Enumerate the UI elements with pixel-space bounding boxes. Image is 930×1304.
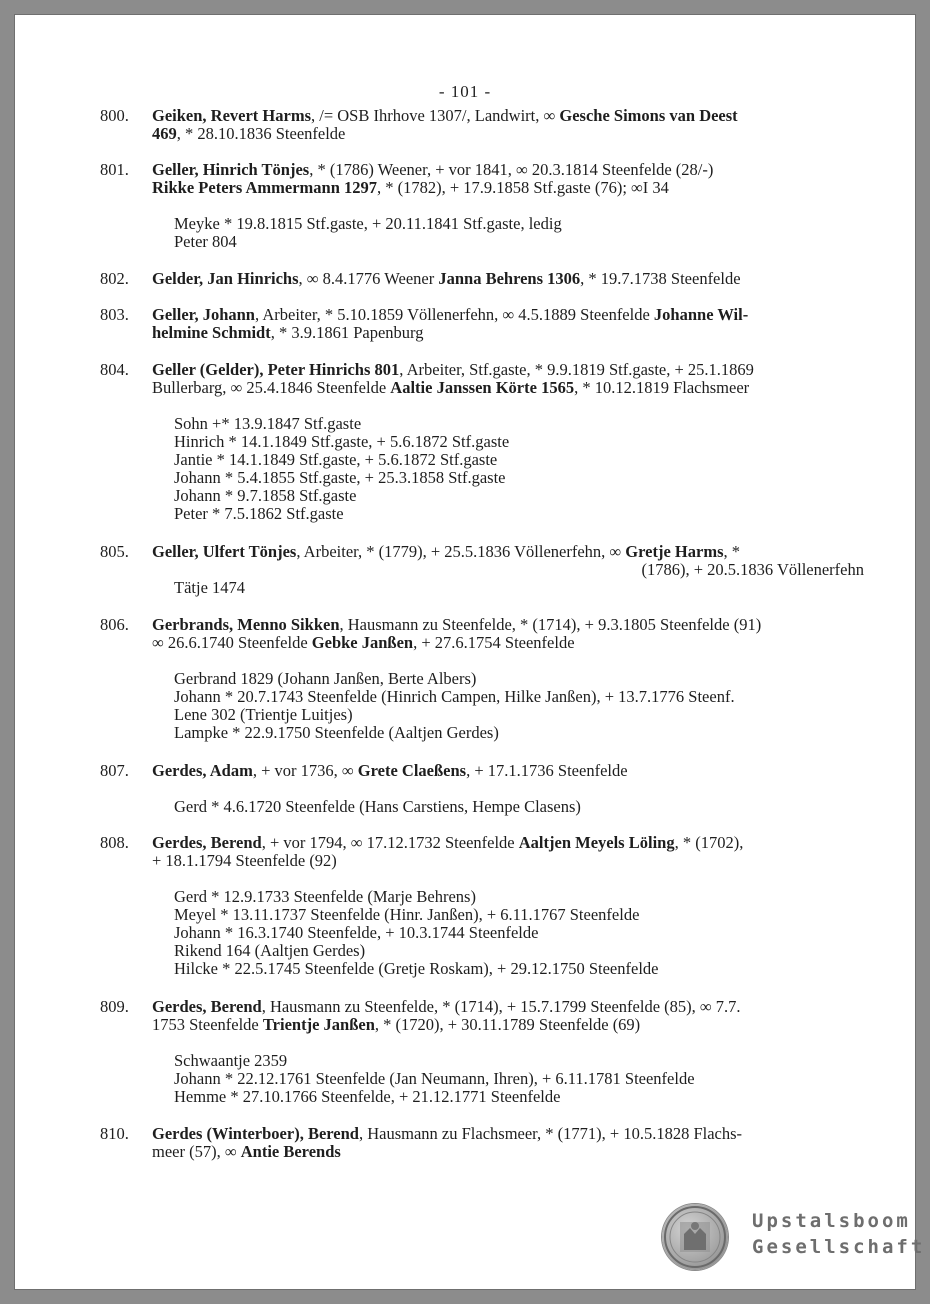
entry-text: + 18.1.1794 Steenfelde (92) (152, 851, 337, 870)
entry-line (152, 1143, 864, 1161)
entry-text: , * (723, 542, 740, 561)
child-entry: Hinrich * 14.1.1849 Stf.gaste, + 5.6.1872 Stf.gaste (174, 432, 510, 451)
children-list (152, 415, 864, 523)
bold-name-text: Gelder, Jan Hinrichs (152, 269, 299, 288)
child-entry: Johann * 16.3.1740 Steenfelde, + 10.3.1744 Steenfelde (174, 923, 539, 942)
entry-line (152, 616, 864, 634)
entry-body (152, 107, 864, 143)
bold-name-text: Geiken, Revert Harms (152, 106, 311, 125)
bold-name-text: Geller, Johann (152, 305, 255, 324)
entry-text: , + 27.6.1754 Steenfelde (413, 633, 575, 652)
entry-text: , Arbeiter, Stf.gaste, * 9.9.1819 Stf.gaste, + 25.1.1869 (399, 360, 754, 379)
entry-line (152, 361, 864, 379)
entry-text: , * 3.9.1861 Papenburg (270, 323, 424, 342)
entry-text: , * 28.10.1836 Steenfelde (176, 124, 346, 143)
entry-body (152, 306, 864, 342)
entry-number: 810. (100, 1124, 129, 1143)
child-entry: Lene 302 (Trientje Luitjes) (174, 705, 353, 724)
child-entry: Lampke * 22.9.1750 Steenfelde (Aaltjen Gerdes) (174, 723, 499, 742)
child-entry: Hilcke * 22.5.1745 Steenfelde (Gretje Roskam), + 29.12.1750 Steenfelde (174, 959, 659, 978)
child-entry: Peter 804 (174, 232, 237, 251)
bold-name-text: Gebke Janßen (311, 633, 414, 652)
page-number: - 101 - (438, 82, 492, 101)
entry-line (152, 762, 864, 780)
entry-text: , * 10.12.1819 Flachsmeer (574, 378, 750, 397)
entry-line (152, 543, 864, 561)
entry-text: , ∞ 8.4.1776 Weener (298, 269, 439, 288)
seal-logo-icon (662, 1204, 728, 1270)
bold-name-text: Gerdes, Adam (152, 761, 253, 780)
entry-line (152, 270, 864, 288)
child-entry: Johann * 5.4.1855 Stf.gaste, + 25.3.1858 Stf.gaste (174, 468, 506, 487)
bold-name-text: Johanne Wil- (653, 305, 749, 324)
bold-name-text: Rikke Peters Ammermann 1297 (152, 178, 378, 197)
entry-number: 805. (100, 542, 129, 561)
entry-number: 806. (100, 615, 129, 634)
child-entry: Peter * 7.5.1862 Stf.gaste (174, 504, 344, 523)
entry-number: 801. (100, 160, 129, 179)
entry-body (152, 762, 864, 816)
entry-text: ∞ 26.6.1740 Steenfelde (152, 633, 312, 652)
child-entry: Johann * 22.12.1761 Steenfelde (Jan Neumann, Ihren), + 6.11.1781 Steenfelde (174, 1069, 695, 1088)
society-stamp (662, 1204, 926, 1274)
bold-name-text: Antie Berends (240, 1142, 341, 1161)
entry-text: , Arbeiter, * (1779), + 25.5.1836 Völlenerfehn, ∞ (296, 542, 626, 561)
entry-line (152, 998, 864, 1016)
entry-text: 1753 Steenfelde (152, 1015, 263, 1034)
entry-body (152, 270, 864, 288)
entry-text: meer (57), ∞ (152, 1142, 241, 1161)
entry-number: 809. (100, 997, 129, 1016)
entry-number: 808. (100, 833, 129, 852)
society-name (752, 1208, 925, 1260)
entry-line (152, 634, 864, 652)
bold-name-text: Aaltjen Meyels Löling (518, 833, 675, 852)
entry-text: , Arbeiter, * 5.10.1859 Völlenerfehn, ∞ 4.5.1889 Steenfelde (255, 305, 654, 324)
bold-name-text: Geller, Hinrich Tönjes (152, 160, 310, 179)
entry-line (152, 834, 864, 852)
entry-line (152, 1125, 864, 1143)
bold-name-text: Aaltie Janssen Körte 1565 (390, 378, 575, 397)
entry-body (152, 543, 864, 597)
entry-text: Bullerbarg, ∞ 25.4.1846 Steenfelde (152, 378, 391, 397)
child-entry: Rikend 164 (Aaltjen Gerdes) (174, 941, 366, 960)
entry-text: , * 19.7.1738 Steenfelde (580, 269, 741, 288)
society-name-line: Gesellschaft (752, 1236, 926, 1258)
entry-number: 807. (100, 761, 129, 780)
children-list (152, 670, 864, 742)
bold-name-text: Geller, Ulfert Tönjes (152, 542, 297, 561)
entry-number: 804. (100, 360, 129, 379)
child-entry: Gerd * 12.9.1733 Steenfelde (Marje Behrens) (174, 887, 476, 906)
entry-body (152, 361, 864, 523)
bold-name-text: Geller (Gelder), Peter Hinrichs 801 (152, 360, 400, 379)
child-entry: Gerbrand 1829 (Johann Janßen, Berte Albers) (174, 669, 477, 688)
document-page (14, 14, 926, 1290)
entry-text: , * (1782), + 17.9.1858 Stf.gaste (76); ∞I 34 (377, 178, 669, 197)
entry-line (152, 125, 864, 143)
bold-name-text: Gerdes (Winterboer), Berend (152, 1124, 359, 1143)
entry-text: , + vor 1736, ∞ (252, 761, 358, 780)
children-list (152, 798, 864, 816)
entry-text: , Hausmann zu Steenfelde, * (1714), + 9.3.1805 Steenfelde (91) (339, 615, 762, 634)
entry-text: , /= OSB Ihrhove 1307/, Landwirt, ∞ (311, 106, 560, 125)
bold-name-text: Gerbrands, Menno Sikken (152, 615, 340, 634)
child-entry: Gerd * 4.6.1720 Steenfelde (Hans Carstiens, Hempe Clasens) (174, 797, 581, 816)
bold-name-text: Grete Claeßens (357, 761, 467, 780)
entry-text: , Hausmann zu Flachsmeer, * (1771), + 10.5.1828 Flachs- (358, 1124, 743, 1143)
entry-body (152, 161, 864, 251)
entry-text: (1786), + 20.5.1836 Völlenerfehn (641, 560, 864, 579)
entry-text: , * (1720), + 30.11.1789 Steenfelde (69) (374, 1015, 641, 1034)
entry-line (152, 179, 864, 197)
bold-name-text: Gerdes, Berend (152, 997, 262, 1016)
child-entry: Jantie * 14.1.1849 Stf.gaste, + 5.6.1872 Stf.gaste (174, 450, 498, 469)
entry-text: , * (1786) Weener, + vor 1841, ∞ 20.3.1814 Steenfelde (28/-) (309, 160, 714, 179)
children-list (152, 888, 864, 978)
bold-name-text: Trientje Janßen (262, 1015, 375, 1034)
entry-text: , * (1702), (674, 833, 744, 852)
society-name-line: Upstalsboom (752, 1210, 911, 1232)
bold-name-text: Gerdes, Berend (152, 833, 262, 852)
entry-text: , Hausmann zu Steenfelde, * (1714), + 15.7.1799 Steenfelde (85), ∞ 7.7. (261, 997, 741, 1016)
entry-line (152, 379, 864, 397)
child-entry: Sohn +* 13.9.1847 Stf.gaste (174, 414, 362, 433)
entry-body (152, 616, 864, 742)
entry-body (152, 1125, 864, 1161)
child-entry: Schwaantje 2359 (174, 1051, 288, 1070)
entry-line (152, 561, 864, 579)
children-list (152, 215, 864, 251)
entry-line (152, 579, 864, 597)
child-entry: Meyel * 13.11.1737 Steenfelde (Hinr. Janßen), + 6.11.1767 Steenfelde (174, 905, 640, 924)
entry-line (152, 852, 864, 870)
bold-name-text: helmine Schmidt (152, 323, 271, 342)
bold-name-text: Gesche Simons van Deest (559, 106, 738, 125)
bold-name-text: Gretje Harms (625, 542, 724, 561)
entry-line (152, 1016, 864, 1034)
entry-line (152, 161, 864, 179)
entry-text: , + 17.1.1736 Steenfelde (466, 761, 628, 780)
entry-line (152, 324, 864, 342)
entry-body (152, 834, 864, 978)
bold-name-text: Janna Behrens 1306 (438, 269, 581, 288)
children-list (152, 1052, 864, 1106)
entry-number: 802. (100, 269, 129, 288)
entry-line (152, 306, 864, 324)
entry-text: , + vor 1794, ∞ 17.12.1732 Steenfelde (261, 833, 519, 852)
entry-line (152, 107, 864, 125)
bold-name-text: 469 (152, 124, 177, 143)
child-entry: Johann * 9.7.1858 Stf.gaste (174, 486, 357, 505)
entry-text: Tätje 1474 (174, 578, 246, 597)
child-entry: Hemme * 27.10.1766 Steenfelde, + 21.12.1771 Steenfelde (174, 1087, 561, 1106)
child-entry: Johann * 20.7.1743 Steenfelde (Hinrich Campen, Hilke Janßen), + 13.7.1776 Steenf. (174, 687, 735, 706)
entry-body (152, 998, 864, 1106)
entry-number: 800. (100, 106, 129, 125)
child-entry: Meyke * 19.8.1815 Stf.gaste, + 20.11.1841 Stf.gaste, ledig (174, 214, 562, 233)
entry-number: 803. (100, 305, 129, 324)
